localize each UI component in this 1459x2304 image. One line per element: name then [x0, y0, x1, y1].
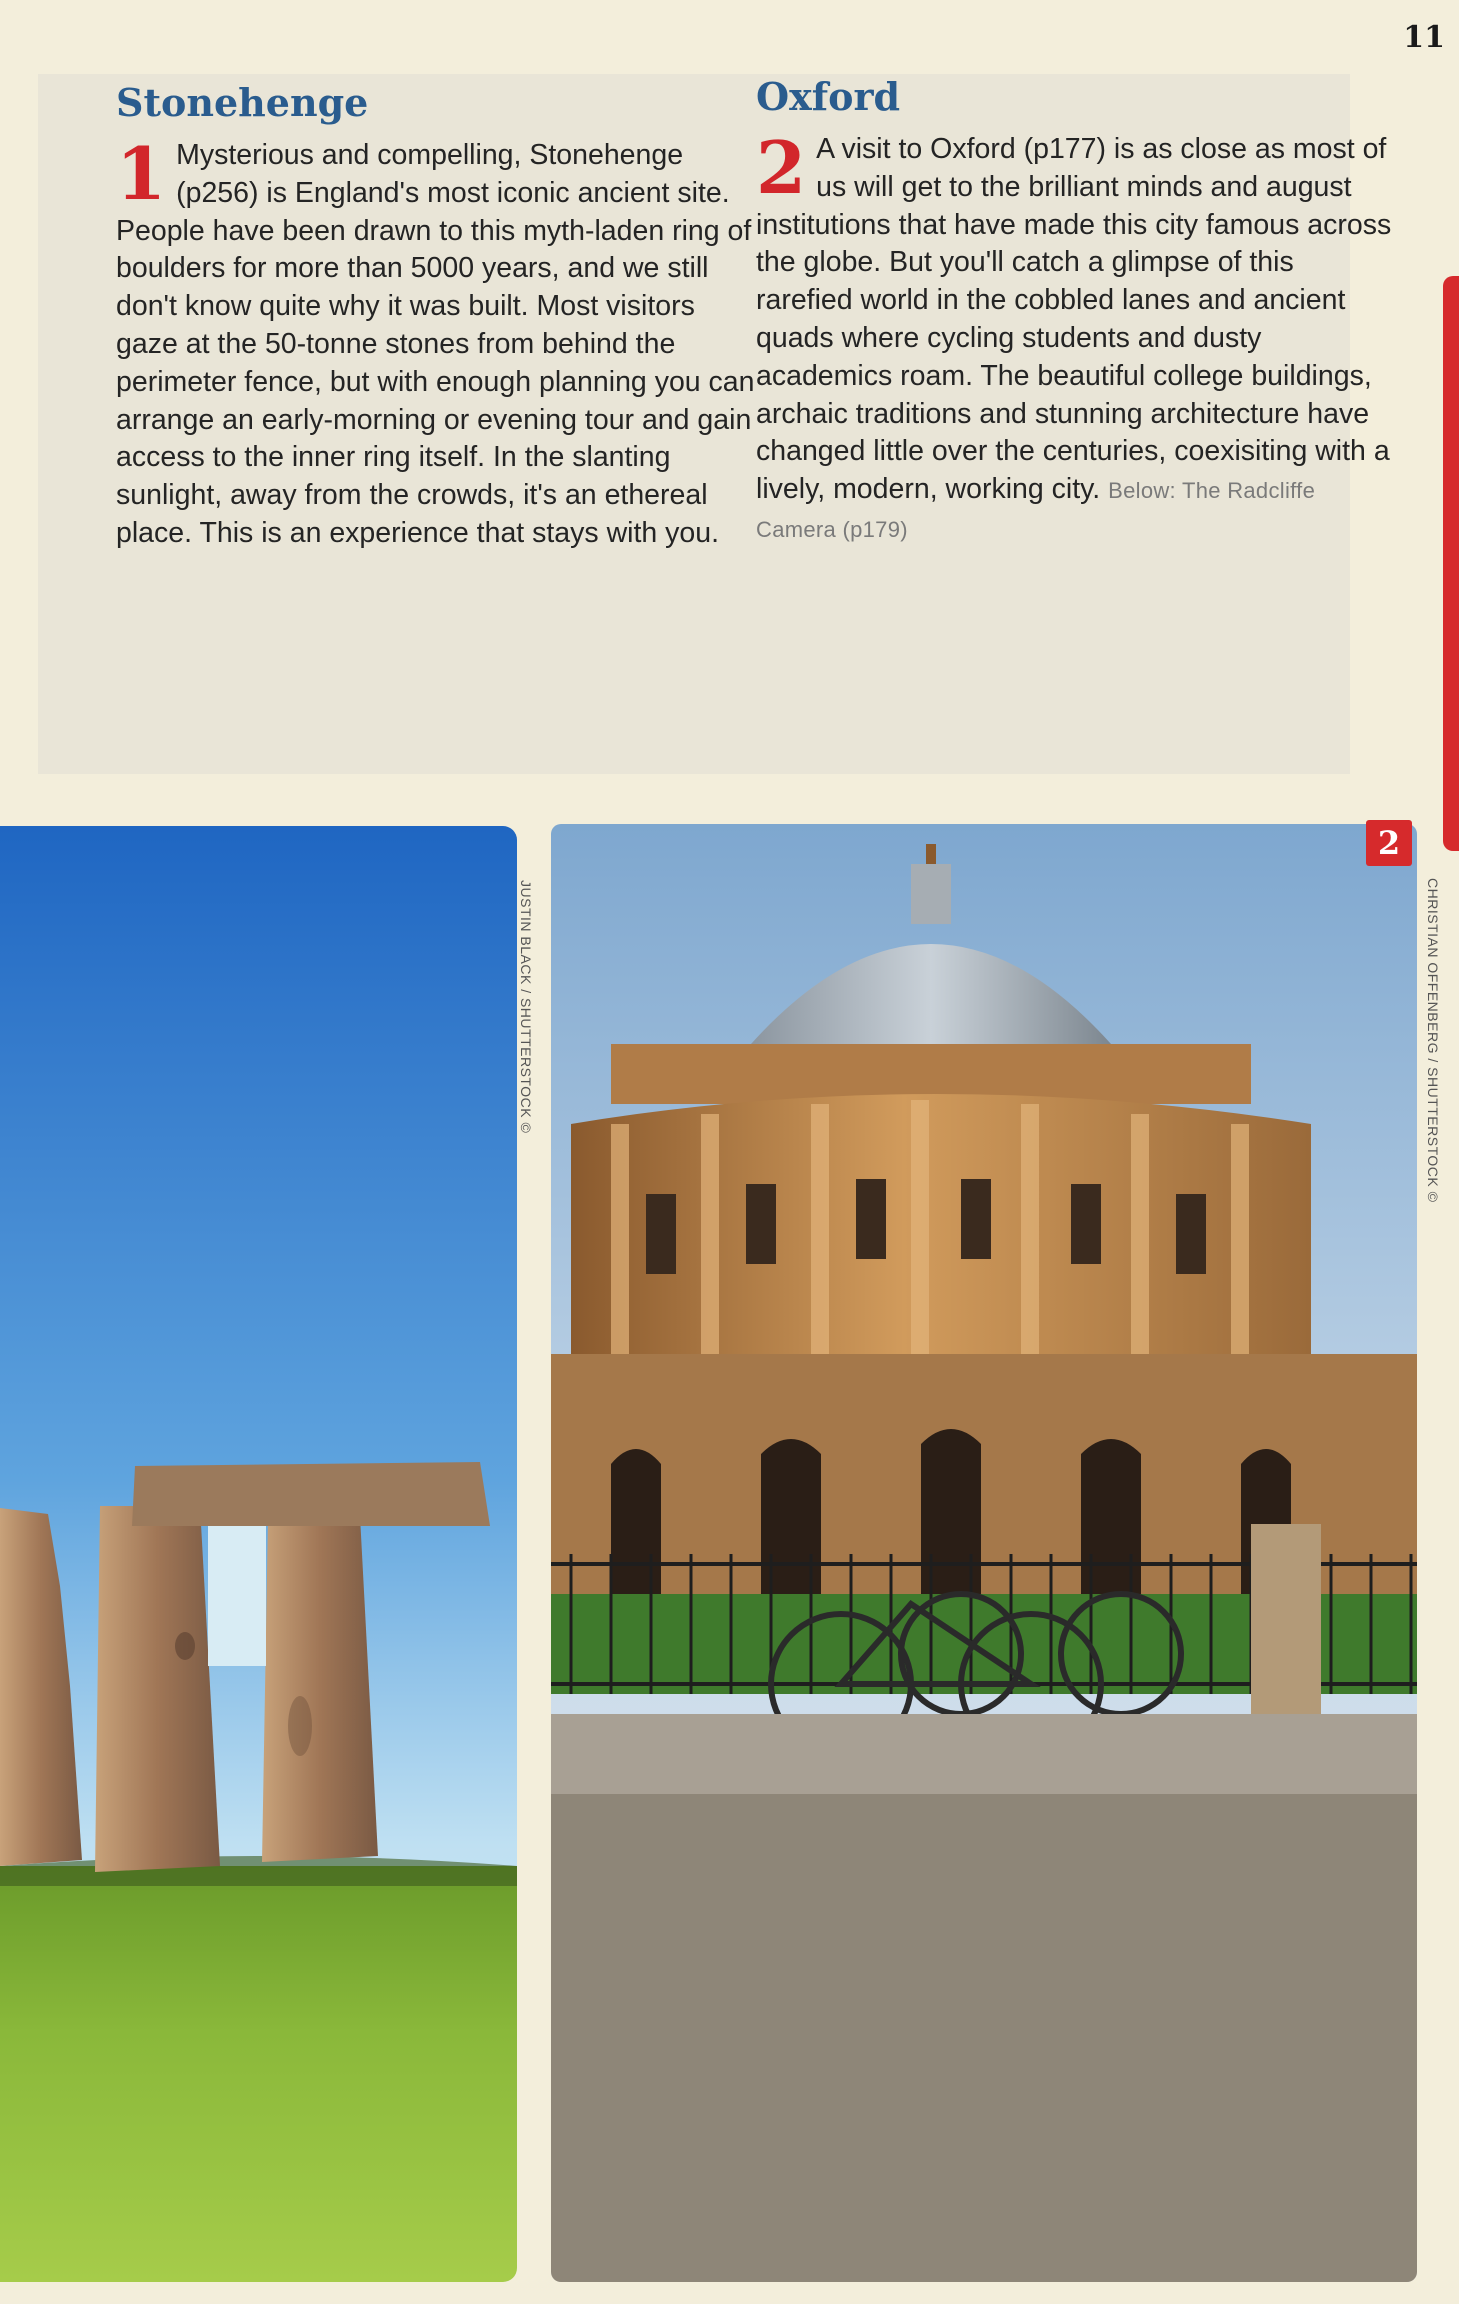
section-title: Oxford	[756, 74, 901, 119]
radcliffe-camera-photo	[551, 824, 1417, 2282]
page-number: 11	[1403, 20, 1445, 55]
section-oxford	[756, 74, 1396, 549]
section-number: 2	[756, 125, 807, 210]
section-text: A visit to Oxford (p177) is as close as most of us will get to the brilliant minds and august institutions that have made this city famous across the globe. But you'll catch a glimpse of this rarefied world in the cobbled lanes and ancient quads where cycling students and dusty academics roam. The beautiful college buildings, archaic traditions and stunning architecture have changed little over the centuries, coexisiting with a lively, modern, working city.	[756, 133, 1392, 506]
section-number: 1	[116, 131, 167, 216]
section-body	[116, 131, 761, 553]
section-stonehenge	[116, 80, 761, 553]
section-body	[756, 125, 1396, 549]
photo-caption: Below: The Radcliffe Camera (p179)	[756, 478, 1316, 542]
photo-number-badge: 2	[1366, 820, 1412, 866]
text-panel	[38, 74, 1392, 774]
stonehenge-photo	[0, 826, 517, 2282]
chapter-tab	[1443, 276, 1459, 851]
photo-credit: JUSTIN BLACK / SHUTTERSTOCK ©	[518, 880, 534, 1134]
section-text: Mysterious and compelling, Stonehenge (p256) is England's most iconic ancient site. People have been drawn to this myth-laden ring of boulders for more than 5000 years, and we still don't know quite why it was built. Most visitors gaze at the 50-tonne stones from behind the perimeter fence, but with enough planning you can arrange an early-morning or evening tour and gain access to the inner ring itself. In the slanting sunlight, away from the crowds, it's an ethereal place. This is an experience that stays with you.	[116, 139, 755, 549]
section-title: Stonehenge	[116, 80, 369, 125]
photo-credit: CHRISTIAN OFFENBERG / SHUTTERSTOCK ©	[1425, 878, 1441, 1203]
